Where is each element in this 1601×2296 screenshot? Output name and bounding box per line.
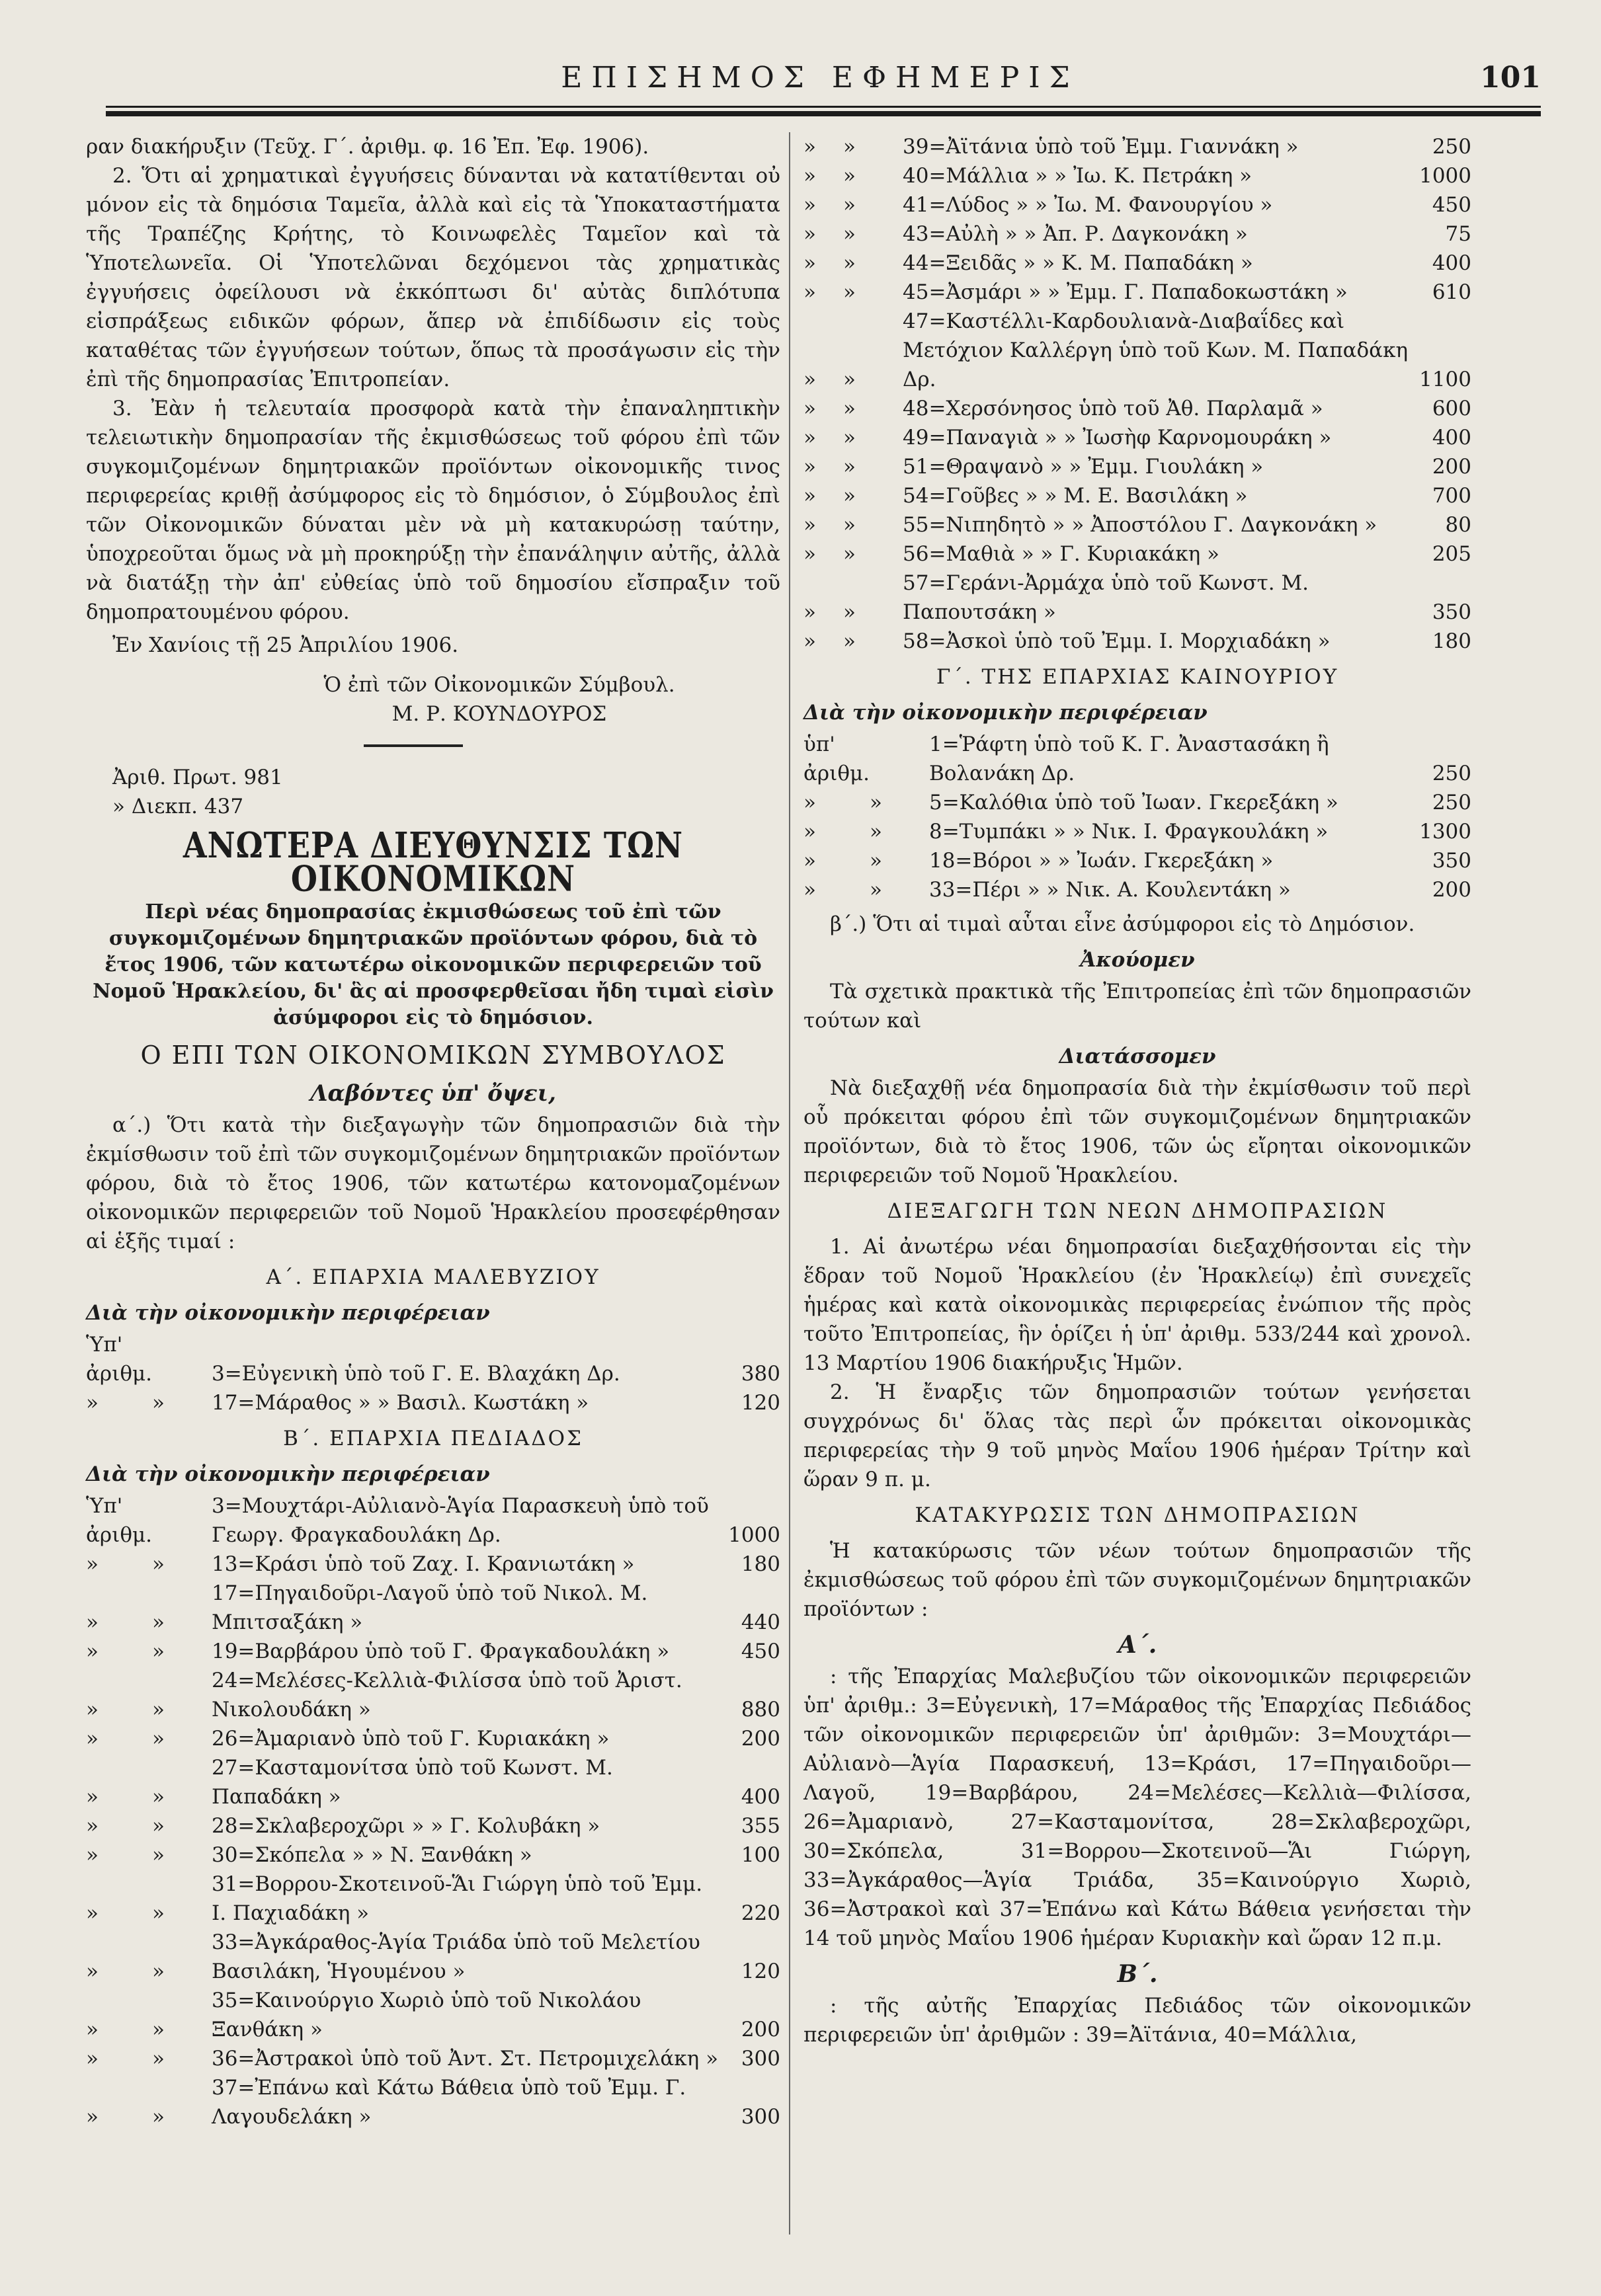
table-row xyxy=(803,875,1471,904)
row-label: » xyxy=(843,455,856,479)
section-a-heading: Α΄. xyxy=(1118,1631,1157,1659)
row-value: 450 xyxy=(1432,193,1471,217)
row-value: 1100 xyxy=(1419,368,1471,391)
eparchy-g-heading: Γ΄. ΤΗΣ ΕΠΑΡΧΙΑΣ ΚΑΙΝΟΥΡΙΟΥ xyxy=(936,665,1339,689)
header-rule-bottom xyxy=(106,111,1541,116)
row-text: 3=Μουχτάρι-Αὐλιανὸ-Ἁγία Παρασκευὴ ὑπὸ τοῦ Γεωργ. Φραγκαδουλάκη Δρ. xyxy=(211,1494,709,1547)
paragraph-a: α΄.) Ὅτι κατὰ τὴν διεξαγωγὴν τῶν δημοπρασιῶν διὰ τὴν ἐκμίσθωσιν τοῦ ἐπὶ τῶν συγκομιζομένων δημητριακῶν προϊόντων φόρου, διὰ τὸ ἔτος 1906, τῶν κατωτέρω κατονομαζομένων οἰκονομικῶν περιφερειῶν τοῦ Νομοῦ Ἡρακλείου προσεφέρθησαν αἱ ἑξῆς τιμαί : xyxy=(86,1113,780,1253)
row-value: 200 xyxy=(741,1727,780,1751)
row-value: 1000 xyxy=(728,1523,780,1547)
row-text: 57=Γεράνι-Ἀρμάχα ὑπὸ τοῦ Κωνστ. Μ. Παπουτσάκη » xyxy=(903,571,1309,624)
row-text: 27=Κασταμονίτσα ὑπὸ τοῦ Κωνστ. Μ. Παπαδάκη » xyxy=(211,1756,613,1809)
row-label: » xyxy=(86,1698,99,1722)
row-text: 24=Μελέσες-Κελλιὰ-Φιλίσσα ὑπὸ τοῦ Ἀριστ. Νικολουδάκη » xyxy=(211,1669,682,1722)
table-row xyxy=(803,627,1471,656)
row-label: » xyxy=(843,600,856,624)
diexagogi-heading: ΔΙΕΞΑΓΩΓΗ ΤΩΝ ΝΕΩΝ ΔΗΜΟΠΡΑΣΙΩΝ xyxy=(887,1199,1388,1223)
row-label: » xyxy=(151,1814,165,1838)
row-label: » xyxy=(151,1960,165,1983)
row-label: » xyxy=(843,368,856,391)
row-label: » xyxy=(86,1901,99,1925)
row-text: 30=Σκόπελα » » Ν. Ξανθάκη » xyxy=(211,1843,532,1867)
row-label: » xyxy=(86,2047,99,2071)
row-value: 100 xyxy=(741,1843,780,1867)
eparchy-a-table xyxy=(86,1330,780,1417)
row-label: » xyxy=(86,1610,99,1634)
row-label: » xyxy=(803,484,816,508)
row-label: » xyxy=(843,397,856,420)
table-row xyxy=(803,539,1471,569)
row-label: » xyxy=(86,2105,99,2129)
table-row xyxy=(803,481,1471,510)
row-value: 250 xyxy=(1432,135,1471,159)
row-value: 1000 xyxy=(1419,164,1471,188)
row-label: » xyxy=(843,484,856,508)
paragraph-3: 3. Ἐὰν ἡ τελευταία προσφορὰ κατὰ τὴν ἐπαναληπτικὴν τελειωτικὴν δημοπρασίαν τῆς ἐκμισθώσεως τοῦ φόρου ἐπὶ τῶν συγκομιζομένων δημητριακῶν προϊόντων οἰκονομικῆς τινος περιφερείας κριθῇ ἀσύμφορος εἰς τὸ δημόσιον, ὁ Σύμβουλος ἐπὶ τῶν Οἰκονομικῶν δύναται μὲν νὰ μὴ κατακυρώσῃ ταύτην, ὑποχρεοῦται ὅμως νὰ μὴ προκηρύξῃ τὴν ἐπανάληψιν αὐτῆς, ἀλλὰ νὰ διατάξῃ τὴν ἀπ' εὐθείας ὑπὸ τοῦ δημοσίου εἴσπραξιν τοῦ δημοπρατουμένου φόρου. xyxy=(86,397,780,624)
row-value: 300 xyxy=(741,2105,780,2129)
row-label: » xyxy=(86,1727,99,1751)
row-label: » xyxy=(803,135,816,159)
right-column xyxy=(803,132,1471,2049)
table-row xyxy=(803,278,1471,307)
row-value: 120 xyxy=(741,1391,780,1415)
row-value: 610 xyxy=(1432,280,1471,304)
row-label: » xyxy=(86,1552,99,1576)
row-value: 440 xyxy=(741,1610,780,1634)
katakyrosis-text: Ἡ κατακύρωσις τῶν νέων τούτων δημοπρασιῶν τῆς ἐκμισθώσεως τοῦ φόρου ἐπὶ τῶν συγκομιζομένων δημητριακῶν προϊόντων : xyxy=(803,1539,1471,1621)
row-text: 35=Καινούργιο Χωριὸ ὑπὸ τοῦ Νικολάου Ξανθάκη » xyxy=(211,1989,641,2041)
table-row xyxy=(803,817,1471,846)
row-text: 18=Βόροι » » Ἰωάν. Γκερεξάκη » xyxy=(928,849,1274,873)
row-text: 49=Παναγιὰ » » Ἰωσὴφ Καρνομουράκη » xyxy=(903,426,1332,450)
eparchy-a-subheading: Διὰ τὴν οἰκονομικὴν περιφέρειαν xyxy=(86,1301,490,1325)
akouomen-text: Τὰ σχετικὰ πρακτικὰ τῆς Ἐπιτροπείας ἐπὶ τῶν δημοπρασιῶν τούτων καὶ xyxy=(803,980,1471,1033)
row-text: 5=Καλόθια ὑπὸ τοῦ Ἰωαν. Γκερεξάκη » xyxy=(928,791,1338,814)
row-label: » xyxy=(843,542,856,566)
row-value: 400 xyxy=(741,1785,780,1809)
row-value: 180 xyxy=(1432,629,1471,653)
row-label: » xyxy=(86,1640,99,1663)
row-label: » xyxy=(151,2018,165,2041)
table-row xyxy=(803,423,1471,452)
row-label: » xyxy=(86,1391,99,1415)
eparchy-b-heading: Β΄. ΕΠΑΡΧΙΑ ΠΕΔΙΑΔΟΣ xyxy=(283,1427,583,1450)
row-label: » xyxy=(843,513,856,537)
row-value: 80 xyxy=(1445,513,1471,537)
row-label: » xyxy=(803,455,816,479)
row-label: » xyxy=(869,878,882,902)
row-label: » xyxy=(843,164,856,188)
row-value: 300 xyxy=(741,2047,780,2071)
row-text: 55=Νιπηδητὸ » » Ἀποστόλου Γ. Δαγκονάκη » xyxy=(903,513,1377,537)
row-text: 58=Ἀσκοὶ ὑπὸ τοῦ Ἐμμ. Ι. Μορχιαδάκη » xyxy=(903,629,1331,653)
table-row xyxy=(803,132,1471,161)
table-row xyxy=(803,190,1471,219)
row-label: ὑπ' ἀριθμ. xyxy=(803,732,870,785)
row-text: 3=Εὐγενικὴ ὑπὸ τοῦ Γ. Ε. Βλαχάκη Δρ. xyxy=(211,1362,620,1386)
row-label xyxy=(152,1330,212,1388)
eparchy-a-heading: Α΄. ΕΠΑΡΧΙΑ ΜΑΛΕΒΥΖΙΟΥ xyxy=(266,1265,600,1289)
row-value: 350 xyxy=(1432,849,1471,873)
table-row xyxy=(86,1870,780,1928)
eparchy-g-table xyxy=(803,730,1471,904)
row-value: 880 xyxy=(741,1698,780,1722)
eparchy-b-subheading: Διὰ τὴν οἰκονομικὴν περιφέρειαν xyxy=(86,1462,490,1486)
katakyrosis-heading: ΚΑΤΑΚΥΡΩΣΙΣ ΤΩΝ ΔΗΜΟΠΡΑΣΙΩΝ xyxy=(915,1503,1360,1527)
signature-name: Μ. Ρ. ΚΟΥΝΔΟΥΡΟΣ xyxy=(391,702,607,726)
diatassomen-heading: Διατάσσομεν xyxy=(1059,1045,1216,1068)
notice-subtitle: Περὶ νέας δημοπρασίας ἐκμισθώσεως τοῦ ἐπὶ τῶν συγκομιζομένων δημητριακῶν προϊόντων φόρου, διὰ τὸ ἔτος 1906, τῶν κατωτέρω οἰκονομικῶν περιφερειῶν τοῦ Νομοῦ Ἡρακλείου, δι' ἃς αἱ προσφερθεῖσαι ἤδη τιμαὶ εἰσὶν ἀσύμφοροι εἰς τὸ δημόσιον. xyxy=(93,900,774,1029)
row-text: 56=Μαθιὰ » » Γ. Κυριακάκη » xyxy=(903,542,1219,566)
row-value: 200 xyxy=(1432,878,1471,902)
akouomen-heading: Ἀκούομεν xyxy=(1080,948,1195,972)
section-b-text: : τῆς αὐτῆς Ἐπαρχίας Πεδιάδος τῶν οἰκονομικῶν περιφερειῶν ὑπ' ἀριθμῶν : 39=Ἀϊτάνια, 40=Μάλλια, xyxy=(803,1994,1471,2047)
diexagogi-2: 2. Ἡ ἔναρξις τῶν δημοπρασιῶν τούτων γενήσεται συγχρόνως δι' ὅλας τὰς περὶ ὧν πρόκειται οἰκονομικὰς περιφερείας τὴν 9 τοῦ μηνὸς Μαΐου 1906 ἡμέραν Τρίτην καὶ ὥραν 9 π. μ. xyxy=(803,1380,1471,1491)
row-label: » xyxy=(803,193,816,217)
protocol-number: Ἀριθ. Πρωτ. 981 xyxy=(112,766,283,789)
row-text: 17=Πηγαιδοῦρι-Λαγοῦ ὑπὸ τοῦ Νικολ. Μ. Μπιτσαξάκη » xyxy=(211,1581,648,1634)
row-label: » xyxy=(869,849,882,873)
row-value: 180 xyxy=(741,1552,780,1576)
row-label: Ὑπ' ἀριθμ. xyxy=(86,1494,152,1547)
row-label: Ὑπ' ἀριθμ. xyxy=(86,1333,152,1386)
row-text: 19=Βαρβάρου ὑπὸ τοῦ Γ. Φραγκαδουλάκη » xyxy=(211,1640,670,1663)
row-value: 1300 xyxy=(1419,820,1471,844)
gazette-title: ΕΠΙΣΗΜΟΣ ΕΦΗΜΕΡΙΣ xyxy=(561,61,1079,95)
row-label: » xyxy=(803,600,816,624)
row-value: 200 xyxy=(741,2018,780,2041)
row-label: » xyxy=(803,791,816,814)
table-row xyxy=(803,394,1471,423)
column-divider xyxy=(789,132,790,2235)
paragraph-b: β΄.) Ὅτι αἱ τιμαὶ αὗται εἶνε ἀσύμφοροι εἰς τὸ Δημόσιον. xyxy=(830,912,1415,936)
row-value: 205 xyxy=(1432,542,1471,566)
row-label: » xyxy=(803,280,816,304)
table-row xyxy=(86,1550,780,1579)
row-label: » xyxy=(151,2105,165,2129)
row-label: » xyxy=(86,1785,99,1809)
row-label: » xyxy=(151,1610,165,1634)
eparchy-b-table xyxy=(86,1491,780,2131)
row-label: » xyxy=(151,1901,165,1925)
row-text: 28=Σκλαβεροχῶρι » » Γ. Κολυβάκη » xyxy=(211,1814,600,1838)
directorate-heading: ΑΝΩΤΕΡΑ ΔΙΕΥΘΥΝΣΙΣ ΤΩΝ ΟΙΚΟΝΟΜΙΚΩΝ xyxy=(183,824,684,900)
row-value: 450 xyxy=(741,1640,780,1663)
table-row xyxy=(803,846,1471,875)
row-value: 120 xyxy=(741,1960,780,1983)
signature-title: Ὁ ἐπὶ τῶν Οἰκονομικῶν Σύμβουλ. xyxy=(323,673,675,697)
council-heading: Ο ΕΠΙ ΤΩΝ ΟΙΚΟΝΟΜΙΚΩΝ ΣΥΜΒΟΥΛΟΣ xyxy=(140,1041,726,1070)
row-label: » xyxy=(803,542,816,566)
row-label xyxy=(870,730,929,788)
row-label: » xyxy=(151,1698,165,1722)
eparchy-b-table-continued xyxy=(803,132,1471,656)
table-row xyxy=(803,730,1471,788)
row-value: 220 xyxy=(741,1901,780,1925)
row-label: » xyxy=(151,2047,165,2071)
row-text: 33=Πέρι » » Νικ. Α. Κουλεντάκη » xyxy=(928,878,1291,902)
row-label: » xyxy=(843,280,856,304)
row-label: » xyxy=(803,820,816,844)
table-row xyxy=(86,1811,780,1841)
row-label: » xyxy=(803,513,816,537)
row-label: » xyxy=(803,164,816,188)
row-text: 48=Χερσόνησος ὑπὸ τοῦ Ἀθ. Παρλαμᾶ » xyxy=(903,397,1323,420)
row-label: » xyxy=(151,1640,165,1663)
row-label: » xyxy=(86,1960,99,1983)
row-label: » xyxy=(803,397,816,420)
diexagogi-1: 1. Αἱ ἀνωτέρω νέαι δημοπρασίαι διεξαχθήσονται εἰς τὴν ἕδραν τοῦ Νομοῦ Ἡρακλείου (ἐν Ἡρακλείῳ) ἐπὶ συνεχεῖς ἡμέρας καὶ κατὰ οἰκονομικὰς περιφερείας ἐνώπιον τῆς πρὸς τοῦτο Ἐπιτροπείας, ἣν ὁρίζει ἡ ὑπ' ἀριθμ. 533/244 καὶ χρονολ. 13 Μαρτίου 1906 διακήρυξις Ἡμῶν. xyxy=(803,1235,1471,1375)
row-label: » xyxy=(843,426,856,450)
table-row xyxy=(803,161,1471,190)
row-label: » xyxy=(843,222,856,246)
section-a-text: : τῆς Ἐπαρχίας Μαλεβυζίου τῶν οἰκονομικῶν περιφερειῶν ὑπ' ἀριθμ.: 3=Εὐγενικὴ, 17=Μάραθος τῆς Ἐπαρχίας Πεδιάδος τῶν οἰκονομικῶν περιφερειῶν ὑπ' ἀριθμῶν: 3=Μουχτάρι—Αὐλιανὸ—Ἁγία Παρασκευή, 13=Κράσι, 17=Πηγαιδοῦρι—Λαγοῦ, 19=Βαρβάρου, 24=Μελέσες—Κελλιὰ—Φιλίσσα, 26=Ἀμαριανὸ, 27=Κασταμονίτσα, 28=Σκλαβεροχῶρι, 30=Σκόπελα, 31=Βορρου—Σκοτεινοῦ—Ἅι Γιώργη, 33=Ἀγκάραθος—Ἁγία Τριάδα, 35=Καινούργιο Χωριὸ, 36=Ἀστρακοὶ καὶ 37=Ἐπάνω καὶ Κάτω Βάθεια γενήσεται τὴν 14 τοῦ μηνὸς Μαΐου 1906 ἡμέραν Κυριακὴν καὶ ὥραν 12 π.μ. xyxy=(803,1665,1471,1950)
row-label xyxy=(152,1491,212,1550)
row-label: » xyxy=(151,1727,165,1751)
row-value: 400 xyxy=(1432,426,1471,450)
row-label: » xyxy=(869,791,882,814)
row-text: 26=Ἀμαριανὸ ὑπὸ τοῦ Γ. Κυριακάκη » xyxy=(211,1727,610,1751)
table-row xyxy=(803,452,1471,481)
table-row xyxy=(86,2073,780,2131)
row-text: 40=Μάλλια » » Ἰω. Κ. Πετράκη » xyxy=(903,164,1252,188)
header-rule-top xyxy=(106,106,1541,108)
table-row xyxy=(86,1491,780,1550)
row-label: » xyxy=(843,193,856,217)
table-row xyxy=(803,510,1471,539)
row-label: » xyxy=(803,629,816,653)
table-row xyxy=(86,1579,780,1637)
paragraph-2: 2. Ὅτι αἱ χρηματικαὶ ἐγγυήσεις δύνανται νὰ κατατίθενται οὐ μόνον εἰς τὰ δημόσια Ταμεῖα, ἀλλὰ καὶ εἰς τὰ Ὑποκαταστήματα τῆς Τραπέζης Κρήτης, τὸ Κοινωφελὲς Ταμεῖον καὶ τὰ Ὑποτελωνεῖα. Οἱ Ὑποτελῶναι δεχόμενοι τὰς χρηματικὰς ἐγγυήσεις ὀφείλουσι νὰ ἐκκόπτωσι δι' αὐτὰς διπλότυπα εἰσπράξεως ειδικῶν φόρων, ἅπερ νὰ ἐπιδίδωσιν εἰς τοὺς καταθέτας τῶν ἐγγυήσεων τούτων, ὅπως τὰ προσάγωσιν εἰς τὴν ἐπὶ τῆς δημοπρασίας Ἐπιτροπείαν. xyxy=(86,164,780,391)
row-label: » xyxy=(151,1785,165,1809)
dispatch-number: » Διεκπ. 437 xyxy=(112,795,244,818)
diatassomen-text: Νὰ διεξαχθῇ νέα δημοπρασία διὰ τὴν ἐκμίσθωσιν τοῦ περὶ οὗ πρόκειται φόρου ἐπὶ τῶν συγκομιζομένων δημητριακῶν προϊόντων, διὰ τὸ ἔτος 1906, τῶν ὡς εἴρηται οἰκονομικῶν περιφερειῶν τοῦ Νομοῦ Ἡρακλείου. xyxy=(803,1076,1471,1187)
row-value: 250 xyxy=(1432,762,1471,785)
row-value: 355 xyxy=(741,1814,780,1838)
row-text: 8=Τυμπάκι » » Νικ. Ι. Φραγκουλάκη » xyxy=(928,820,1329,844)
row-value: 350 xyxy=(1432,600,1471,624)
row-text: 31=Βορρου-Σκοτεινοῦ-Ἅι Γιώργη ὑπὸ τοῦ Ἐμμ. Ι. Παχιαδάκη » xyxy=(211,1872,703,1925)
row-text: 37=Ἐπάνω καὶ Κάτω Βάθεια ὑπὸ τοῦ Ἐμμ. Γ. Λαγουδελάκη » xyxy=(211,2076,686,2129)
row-label: » xyxy=(869,820,882,844)
table-row xyxy=(803,788,1471,817)
table-row xyxy=(86,1928,780,1986)
row-text: 47=Καστέλλι-Καρδουλιανὰ-Διαβαΐδες καὶ Μετόχιον Καλλέργη ὑπὸ τοῦ Κων. Μ. Παπαδάκη Δρ. xyxy=(903,309,1409,391)
row-text: 41=Λύδος » » Ἰω. Μ. Φανουργίου » xyxy=(903,193,1273,217)
table-row xyxy=(86,1330,780,1388)
table-row xyxy=(803,249,1471,278)
table-row xyxy=(86,1841,780,1870)
row-text: 44=Ξειδᾶς » » Κ. Μ. Παπαδάκη » xyxy=(903,251,1253,275)
row-value: 75 xyxy=(1445,222,1471,246)
row-value: 250 xyxy=(1432,791,1471,814)
row-label: » xyxy=(803,878,816,902)
table-row xyxy=(86,1388,780,1417)
row-text: 43=Αὐλὴ » » Ἀπ. Ρ. Δαγκονάκη » xyxy=(903,222,1248,246)
row-text: 45=Ἀσμάρι » » Ἐμμ. Γ. Παπαδοκωστάκη » xyxy=(903,280,1348,304)
row-label: » xyxy=(803,849,816,873)
page-number: 101 xyxy=(1480,61,1541,95)
row-text: 13=Κράσι ὑπὸ τοῦ Ζαχ. Ι. Κρανιωτάκη » xyxy=(211,1552,635,1576)
row-text: 17=Μάραθος » » Βασιλ. Κωστάκη » xyxy=(211,1391,589,1415)
row-value: 380 xyxy=(741,1362,780,1386)
row-text: 33=Ἀγκάραθος-Ἁγία Τριάδα ὑπὸ τοῦ Μελετίου Βασιλάκη, Ἡγουμένου » xyxy=(211,1930,700,1983)
row-text: 36=Ἀστρακοὶ ὑπὸ τοῦ Ἀντ. Στ. Πετρομιχελάκη » xyxy=(211,2047,719,2071)
row-label: » xyxy=(803,251,816,275)
row-label: » xyxy=(843,251,856,275)
intro-line: ραν διακήρυξιν (Τεῦχ. Γ΄. ἀριθμ. φ. 16 Ἐπ. Ἐφ. 1906). xyxy=(86,135,649,159)
row-label: » xyxy=(803,368,816,391)
row-label: » xyxy=(86,1843,99,1867)
separator-line xyxy=(364,744,463,747)
row-label: » xyxy=(151,1843,165,1867)
row-text: 51=Θραψανὸ » » Ἐμμ. Γιουλάκη » xyxy=(903,455,1264,479)
date-line: Ἐν Χανίοις τῇ 25 Ἀπριλίου 1906. xyxy=(112,633,459,657)
table-row xyxy=(86,1666,780,1724)
left-column xyxy=(86,132,780,2131)
row-text: 39=Ἀϊτάνια ὑπὸ τοῦ Ἐμμ. Γιαννάκη » xyxy=(903,135,1299,159)
row-value: 700 xyxy=(1432,484,1471,508)
row-text: 1=Ῥάφτη ὑπὸ τοῦ Κ. Γ. Ἀναστασάκη ἢ Βολανάκη Δρ. xyxy=(928,732,1329,785)
row-label: » xyxy=(803,222,816,246)
row-value: 200 xyxy=(1432,455,1471,479)
row-label: » xyxy=(843,629,856,653)
row-label: » xyxy=(151,1552,165,1576)
page-header xyxy=(99,61,1541,102)
row-label: » xyxy=(843,135,856,159)
labontes-heading: Λαβόντες ὑπ' ὄψει, xyxy=(310,1080,556,1107)
table-row xyxy=(86,1753,780,1811)
eparchy-g-subheading: Διὰ τὴν οἰκονομικὴν περιφέρειαν xyxy=(803,701,1208,725)
table-row xyxy=(86,1724,780,1753)
table-row xyxy=(803,307,1471,394)
row-value: 400 xyxy=(1432,251,1471,275)
row-label: » xyxy=(151,1391,165,1415)
table-row xyxy=(803,219,1471,249)
table-row xyxy=(86,2044,780,2073)
row-text: 54=Γοῦβες » » Μ. Ε. Βασιλάκη » xyxy=(903,484,1248,508)
row-label: » xyxy=(86,2018,99,2041)
row-value: 600 xyxy=(1432,397,1471,420)
table-row xyxy=(86,1637,780,1666)
section-b-heading: Β΄. xyxy=(1117,1960,1158,1988)
row-label: » xyxy=(86,1814,99,1838)
table-row xyxy=(803,569,1471,627)
row-label: » xyxy=(803,426,816,450)
table-row xyxy=(86,1986,780,2044)
